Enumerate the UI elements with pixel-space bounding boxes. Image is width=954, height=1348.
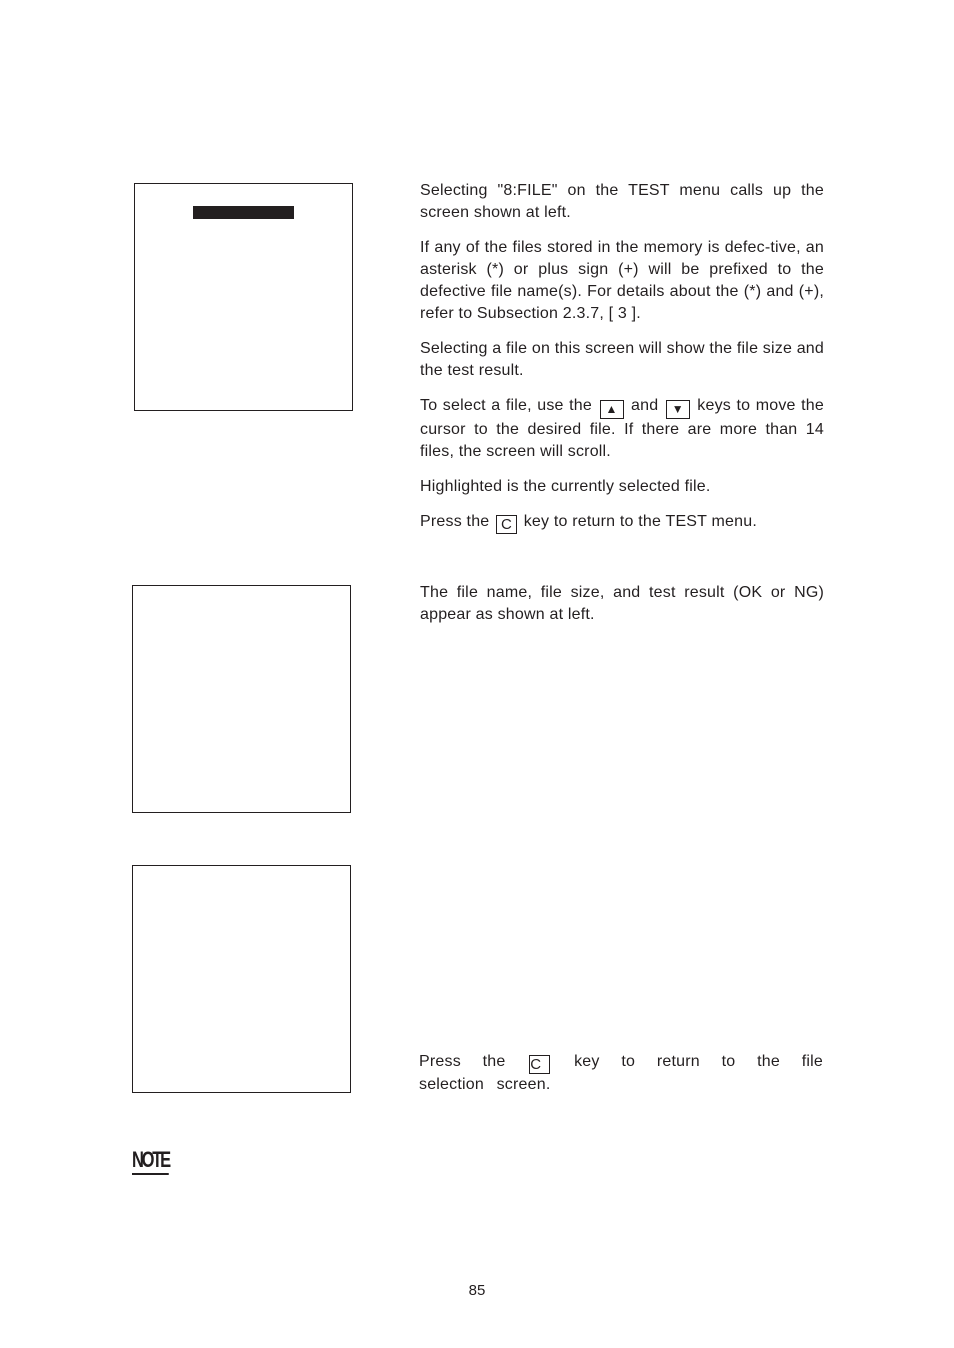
paragraph-return-file-selection: Press the C key to return to the file selection screen.	[419, 1053, 823, 1093]
page-number: 85	[468, 1282, 486, 1299]
paragraph-return-test-menu: Press the C key to return to the TEST menu.	[420, 513, 757, 533]
file-result-instructions	[419, 1051, 823, 1109]
file-result-screen-figure	[132, 865, 351, 1093]
file-detail-screen-figure	[132, 585, 351, 813]
file-selection-instructions	[420, 180, 824, 547]
file-list-screen-figure	[134, 183, 353, 411]
down-arrow-key-icon: ▼	[666, 400, 690, 419]
paragraph-highlight: Highlighted is the currently selected file.	[420, 478, 711, 495]
paragraph-cursor-keys: To select a file, use the ▲ and ▼ keys to move the cursor to the desired file. If there are more than 14 files, the screen will scroll.	[420, 397, 824, 460]
paragraph-defective-files: If any of the files stored in the memory is defec-tive, an asterisk (*) or plus sign (+) will be prefixed to the defective file name(s). For details about the (*) and (+), refer to Subsection 2.3.7, [ 3 ].	[420, 239, 824, 322]
paragraph-intro: Selecting "8:FILE" on the TEST menu calls up the screen shown at left.	[420, 182, 824, 221]
paragraph-select-file: Selecting a file on this screen will show the file size and the test result.	[420, 340, 825, 379]
c-key-icon: C	[496, 515, 517, 534]
selected-file-highlight	[193, 206, 294, 219]
up-arrow-key-icon: ▲	[600, 400, 624, 419]
paragraph-file-detail: The file name, file size, and test result (OK or NG) appear as shown at left.	[420, 584, 824, 623]
file-detail-description	[420, 582, 824, 639]
c-key-icon: C	[529, 1055, 550, 1074]
note-icon: NOTE	[132, 1148, 169, 1175]
